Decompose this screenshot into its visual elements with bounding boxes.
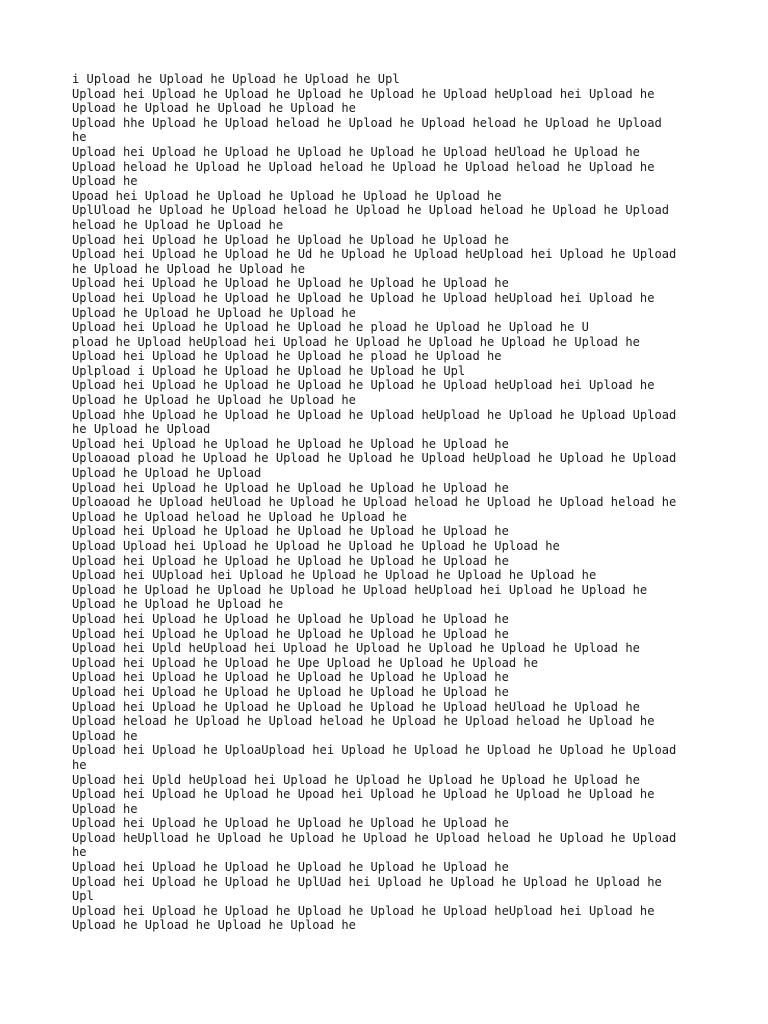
text-line: he	[72, 845, 87, 860]
text-line: he Upload he Upload	[72, 422, 211, 437]
text-line: Upload hei Upload he Upload he Upload he Upload he Upload he	[72, 611, 509, 626]
text-line: Upload he Upload he Upload	[72, 466, 262, 481]
text-line: Upload heUplload he Upload he Upload he Upload he Upload heload he Upload he Upload	[72, 830, 677, 845]
text-line: Upload hei Upload he Upload he Upoad hei Upload he Upload he Upload he Upload he	[72, 787, 655, 802]
text-line: i Upload he Upload he Upload he Upload he Upl	[72, 72, 400, 86]
text-line: he	[72, 130, 87, 145]
text-line: Upload hei Upload he Upload he Upload he Upload he Upload he	[72, 232, 509, 247]
text-line: Upload Upload hei Upload he Upload he Upload he Upload he Upload he	[72, 539, 560, 553]
text-line: Upload hei Upload he Upload he Upload he Upload he Upload heUpload hei Upload he	[72, 86, 655, 101]
text-line: Upload he	[72, 728, 138, 743]
text-line: Upload hhe Upload he Upload heload he Upload he Upload heload he Upload he Upload	[72, 115, 662, 130]
text-line: Upload hei Upload he Upload he Upload he Upload he Upload heUpload hei Upload he	[72, 378, 655, 393]
text-line: Upload hei Upload he Upload he Upload he Upload he Upload heUload he Upload he	[72, 144, 640, 159]
text-line: Upoad hei Upload he Upload he Upload he Upload he Upload he	[72, 188, 502, 203]
text-line: Upload hei Upload he Upload he Upload he Upload he Upload he	[72, 684, 509, 699]
text-line: Upload he Upload heload he Upload he Upload he	[72, 509, 407, 524]
document-body	[72, 72, 704, 933]
text-line: he	[72, 757, 87, 772]
text-line: UplUload he Upload he Upload heload he Upload he Upload heload he Upload he Upload	[72, 203, 670, 218]
text-line: Upload he Upload he Upload he Upload he	[72, 918, 356, 933]
text-line: Upload hei Upload he Upload he Upload he Upload he Upload he	[72, 860, 509, 875]
text-line: Upload hei Upload he Upload he Upload he Upload he Upload he	[72, 816, 509, 831]
text-line: Upload hei Upload he Upload he Upload he Upload he Upload he	[72, 276, 509, 291]
text-line: Upload hei Upload he Upload he Upload he Upload he Upload he	[72, 670, 509, 685]
text-line: Upload hei Upld heUpload hei Upload he Upload he Upload he Upload he Upload he	[72, 772, 640, 787]
text-line: Upload hhe Upload he Upload he Upload he Upload heUpload he Upload he Upload Upload	[72, 407, 677, 422]
text-line: Upload he	[72, 174, 138, 189]
text-line: Upload hei Upload he Upload he Upload he Upload he Upload he	[72, 436, 509, 451]
text-line: Upload he Upload he Upload he Upload he	[72, 101, 356, 116]
text-line: Upload hei Upload he Upload he UplUad hei Upload he Upload he Upload he Upload he	[72, 874, 662, 889]
text-line: he Upload he Upload he Upload he	[72, 261, 305, 276]
text-line: Upload he Upload he Upload he	[72, 597, 284, 612]
text-line: Upload he Upload he Upload he Upload he Upload heUpload hei Upload he Upload he	[72, 582, 648, 597]
text-line: heload he Upload he Upload he	[72, 217, 284, 232]
text-line: Upload hei Upload he Upload he Upe Upload he Upload he Upload he	[72, 655, 538, 670]
text-line: Upload hei Upload he Upload he Upload he pload he Upload he Upload he U	[72, 320, 589, 335]
text-line: Upload hei Upload he Upload he Upload he pload he Upload he	[72, 349, 502, 364]
text-line: Upload heload he Upload he Upload heload he Upload he Upload heload he Upload he	[72, 714, 655, 729]
text-line: Upload he Upload he Upload he Upload he	[72, 305, 356, 320]
text-line: Uploaoad pload he Upload he Upload he Upload he Upload heUpload he Upload he Upload	[72, 451, 677, 466]
text-line: Upload hei Upload he Upload he Upload he Upload he Upload he	[72, 553, 509, 568]
text-line: Uploaoad he Upload heUload he Upload he Upload heload he Upload he Upload heload he	[72, 495, 677, 510]
text-line: Upload he	[72, 801, 138, 816]
text-line: Upload hei Upload he Upload he Upload he Upload he Upload heUpload hei Upload he	[72, 903, 655, 918]
text-line: Upload hei UUpload hei Upload he Upload he Upload he Upload he Upload he	[72, 568, 597, 583]
text-line: Upload hei Upload he Upload he Upload he Upload he Upload he	[72, 626, 509, 641]
text-line: Upload hei Upload he Upload he Upload he Upload he Upload heUpload hei Upload he	[72, 290, 655, 305]
text-line: pload he Upload heUpload hei Upload he Upload he Upload he Upload he Upload he	[72, 334, 640, 349]
text-line: Upload he Upload he Upload he Upload he	[72, 393, 356, 408]
text-line: Upload hei Upload he Upload he Upload he Upload he Upload he	[72, 480, 509, 495]
text-line: Upload heload he Upload he Upload heload he Upload he Upload heload he Upload he	[72, 159, 655, 174]
text-line: Upl	[72, 889, 94, 904]
text-line: Upload hei Upld heUpload hei Upload he Upload he Upload he Upload he Upload he	[72, 641, 640, 656]
text-line: Upload hei Upload he Upload he Upload he Upload he Upload heUload he Upload he	[72, 699, 640, 714]
text-line: Upload hei Upload he UploaUpload hei Upload he Upload he Upload he Upload he Upload	[72, 743, 677, 758]
text-line: Upload hei Upload he Upload he Ud he Upload he Upload heUpload hei Upload he Upload	[72, 247, 677, 262]
text-line: Upload hei Upload he Upload he Upload he Upload he Upload he	[72, 524, 509, 539]
text-line: Uplpload i Upload he Upload he Upload he Upload he Upl	[72, 363, 466, 378]
